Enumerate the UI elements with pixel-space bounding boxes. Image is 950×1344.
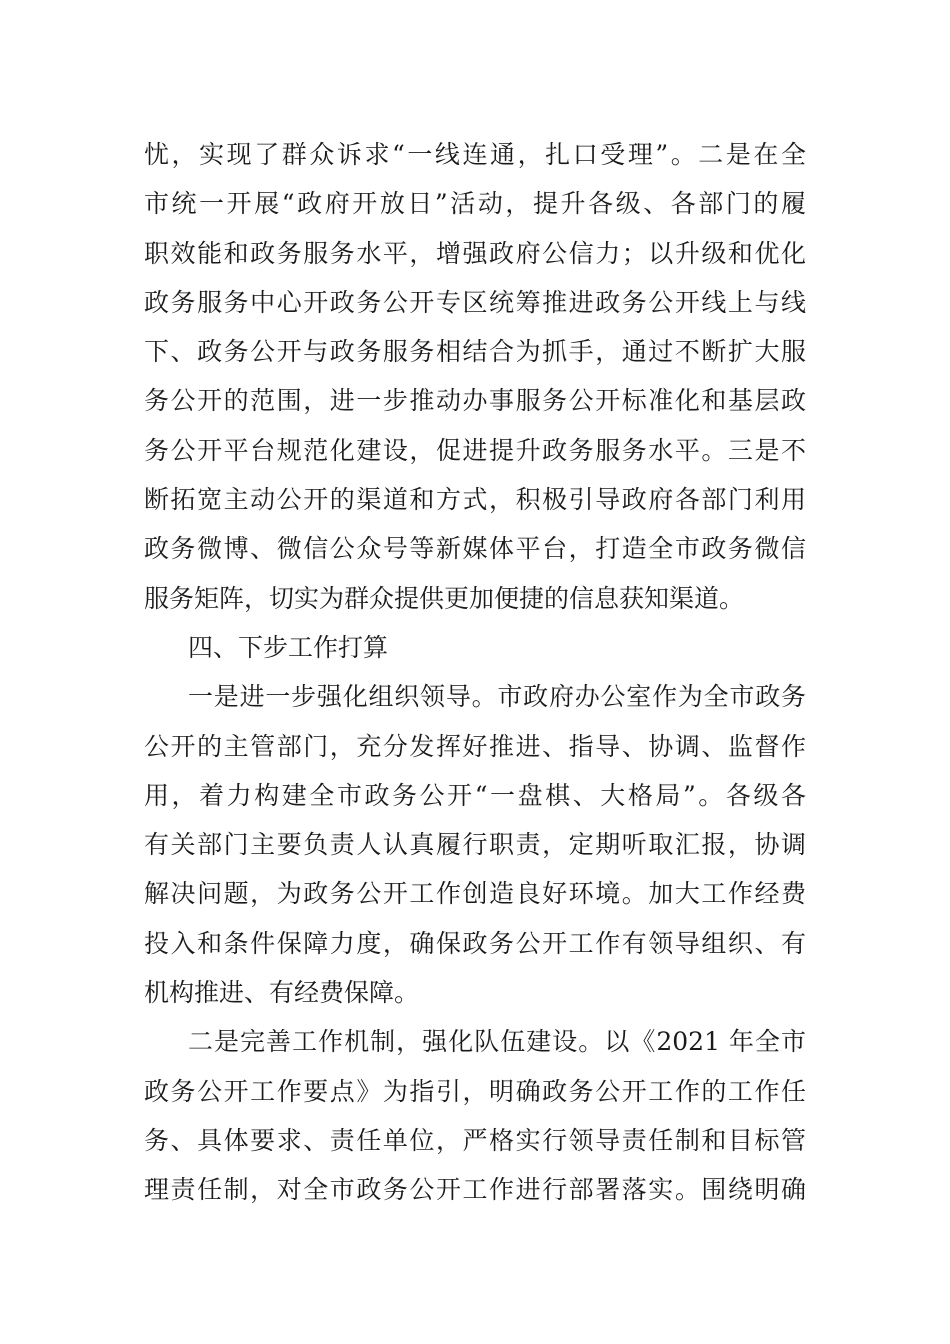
paragraph-line: 理责任制，对全市政务公开工作进行部署落实。围绕明确 [144,1175,806,1205]
paragraph-line: 务公开平台规范化建设，促进提升政务服务水平。三是不 [144,435,806,465]
paragraph-line: 有关部门主要负责人认真履行职责，定期听取汇报，协调 [144,830,806,860]
paragraph-line: 公开的主管部门，充分发挥好推进、指导、协调、监督作 [144,731,806,761]
paragraph-line: 断拓宽主动公开的渠道和方式，积极引导政府各部门利用 [144,485,806,515]
paragraph-line: 解决问题，为政务公开工作创造良好环境。加大工作经费 [144,879,806,909]
paragraph-line: 务公开的范围，进一步推动办事服务公开标准化和基层政 [144,386,806,416]
paragraph-line: 政务服务中心开政务公开专区统筹推进政务公开线上与线 [144,287,806,317]
paragraph-line: 服务矩阵，切实为群众提供更加便捷的信息获知渠道。 [144,583,745,613]
paragraph-line: 投入和条件保障力度，确保政务公开工作有领导组织、有 [144,928,806,958]
paragraph-line: 二是完善工作机制，强化队伍建设。以《2021 年全市 [188,1027,806,1057]
document-body [144,130,806,1215]
paragraph-line: 市统一开展“政府开放日”活动，提升各级、各部门的履 [144,189,806,219]
paragraph-line: 忧，实现了群众诉求“一线连通，扎口受理”。二是在全 [144,140,806,169]
paragraph-line: 政务公开工作要点》为指引，明确政务公开工作的工作任 [144,1076,806,1106]
paragraph-line: 政务微博、微信公众号等新媒体平台，打造全市政务微信 [144,534,806,564]
section-heading: 四、下步工作打算 [188,632,389,662]
paragraph-line: 一是进一步强化组织领导。市政府办公室作为全市政务 [188,682,806,712]
paragraph-line: 下、政务公开与政务服务相结合为抓手，通过不断扩大服 [144,337,806,367]
paragraph-line: 机构推进、有经费保障。 [144,978,420,1008]
paragraph-line: 职效能和政务服务水平，增强政府公信力；以升级和优化 [144,238,806,268]
paragraph-line: 务、具体要求、责任单位，严格实行领导责任制和目标管 [144,1125,806,1155]
paragraph-line: 用，着力构建全市政务公开“一盘棋、大格局”。各级各 [144,780,806,810]
